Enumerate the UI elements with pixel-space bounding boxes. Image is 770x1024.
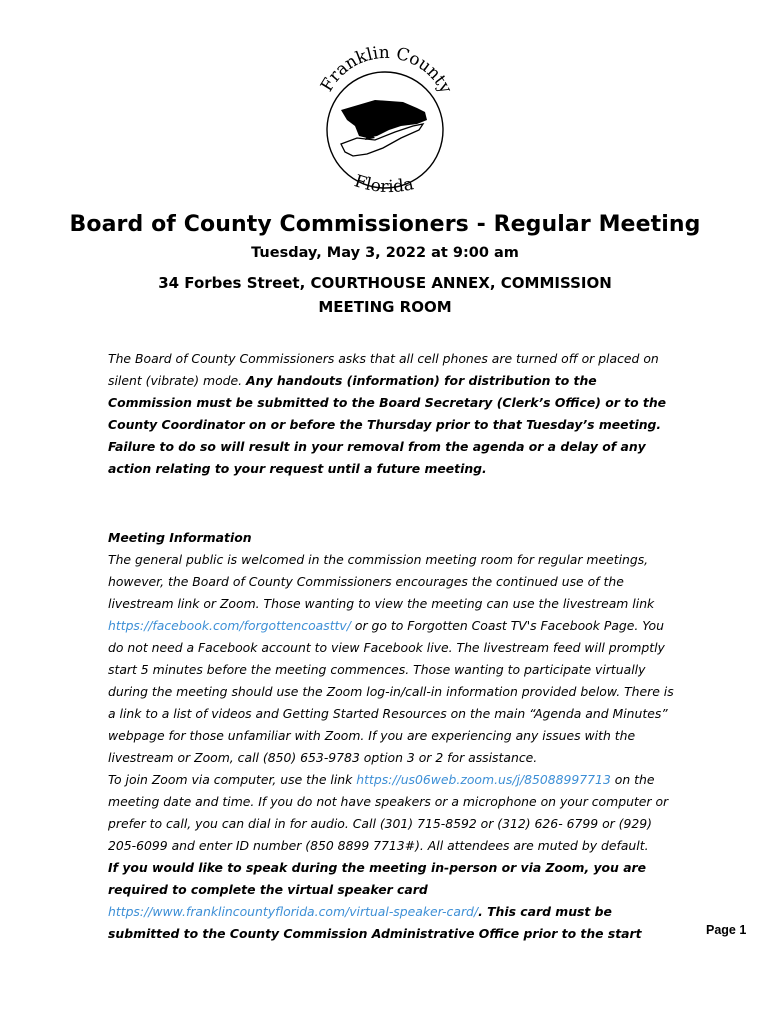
facebook-livestream-link[interactable]: https://facebook.com/forgottencoasttv/ (108, 618, 351, 633)
seal-top-text: Franklin County (316, 42, 456, 97)
page-title: Board of County Commissioners - Regular Meeting (69, 212, 701, 237)
page-number: Page 1 (706, 923, 747, 937)
seal-bottom-text: Florida (351, 171, 416, 198)
meeting-location: 34 Forbes Street, COURTHOUSE ANNEX, COMMISSION MEETING ROOM (158, 274, 612, 316)
franklin-county-seal-logo (305, 40, 465, 210)
notice-handouts-warning: Any handouts (information) for distribution to the Commission must be submitted to the Board Secretary (Clerk’s Office) or to the County Coordinator on or before the Thursday prior to that Tuesday’s meeting. Failure to do so will result in your removal from the agenda or a delay of any action relating to your request until a future meeting. (108, 373, 667, 476)
meeting-information-heading: Meeting Information (108, 530, 252, 545)
zoom-paragraph: To join Zoom via computer, use the link https://us06web.zoom.us/j/85088997713 on the meeting date and time. If you do not have speakers or a microphone on your computer or prefer to call, you can dial in for audio. Call (301) 715-8592 or (312) 626- 6799 or (929) 205-6099 and enter ID number (850 8899 7713#). All attendees are muted by default. (108, 772, 669, 853)
meeting-date: Tuesday, May 3, 2022 at 9:00 am (251, 245, 519, 261)
zoom-meeting-link[interactable]: https://us06web.zoom.us/j/85088997713 (356, 772, 611, 787)
speaker-card-paragraph: If you would like to speak during the meeting in-person or via Zoom, you are required to complete the virtual speaker card https://www.franklincountyflorida.com/virtual-speaker-card/. This card must be submitted to the County Commission Administrative Office prior to the start (108, 860, 647, 941)
livestream-paragraph: The general public is welcomed in the commission meeting room for regular meetings, however, the Board of County Commissioners encourages the continued use of the livestream link or Zoom. Those wanting to view the meeting can use the livestream link https://facebook.com/forgottencoasttv/ or go to Forgotten Coast TV's Facebook Page. You do not need a Facebook account to view Facebook live. The livestream feed will promptly start 5 minutes before the meeting commences. Those wanting to participate virtually during the meeting should use the Zoom log-in/call-in information provided below. There is a link to a list of videos and Getting Started Resources on the main “Agenda and Minutes” webpage for those unfamiliar with Zoom. If you are experiencing any issues with the livestream or Zoom, call (850) 653-9783 option 3 or 2 for assistance. (108, 552, 674, 765)
cell-phone-notice (108, 348, 678, 480)
meeting-information-section (108, 527, 678, 945)
notice-intro: The Board of County Commissioners asks that all cell phones are turned off or placed on silent (vibrate) mode. (108, 351, 659, 388)
virtual-speaker-card-link[interactable]: https://www.franklincountyflorida.com/virtual-speaker-card/ (108, 904, 479, 919)
